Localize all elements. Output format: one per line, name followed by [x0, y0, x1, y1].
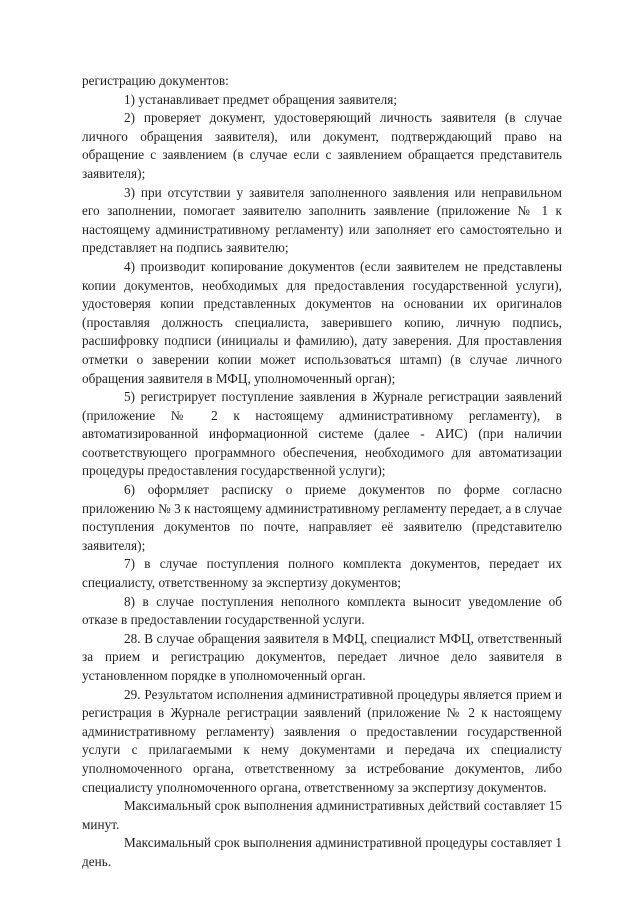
- paragraph-item-4: 4) производит копирование документов (если заявителем не представлены копии документов, необходимых для предоставления государственной услуги), удостоверяя копии представленных документов на основании их оригиналов (проставляя должность специалиста, заверившего копию, личную подпись, расшифровку подписи (инициалы и фамилию), дату заверения. Для проставления отметки о заверении копии может использоваться штамп) (в случае личного обращения заявителя в МФЦ, уполномоченный орган);: [82, 258, 562, 386]
- document-body: [82, 72, 562, 872]
- paragraph-item-8: 8) в случае поступления неполного комплекта выносит уведомление об отказе в предоставлении государственной услуги.: [82, 593, 562, 628]
- paragraph-clause-29: 29. Результатом исполнения административной процедуры является прием и регистрация в Журнале регистрации заявлений (приложение № 2 к настоящему административному регламенту) заявления о предоставлении государственной услуги с прилагаемыми к нему документами и передача их специалисту уполномоченного органа, ответственному за истребование документов, либо специалисту уполномоченного органа, ответственному за экспертизу документов.: [82, 686, 562, 795]
- paragraph-max-time-actions: Максимальный срок выполнения административных действий составляет 15 минут.: [82, 798, 562, 832]
- paragraph-item-3: 3) при отсутствии у заявителя заполненного заявления или неправильном его заполнении, помогает заявителю заполнить заявление (приложение № 1 к настоящему административному регламенту) или заполняет его самостоятельно и представляет на подпись заявителю;: [82, 184, 562, 256]
- paragraph-item-5: 5) регистрирует поступление заявления в Журнале регистрации заявлений (приложение № 2 к настоящему административному регламенту), в автоматизированной информационной системе (далее - АИС) (при наличии соответствующего программного обеспечения, необходимого для автоматизации процедуры предоставления государственной услуги);: [82, 389, 562, 479]
- paragraph-item-2: 2) проверяет документ, удостоверяющий личность заявителя (в случае личного обращения заявителя), или документ, подтверждающий право на обращение с заявлением (в случае если с заявлением обращается представитель заявителя);: [82, 110, 562, 181]
- paragraph-item-7: 7) в случае поступления полного комплекта документов, передает их специалисту, ответственному за экспертизу документов;: [82, 556, 562, 591]
- paragraph-max-time-procedure: Максимальный срок выполнения административной процедуры составляет 1 день.: [82, 835, 563, 869]
- paragraph-clause-28: 28. В случае обращения заявителя в МФЦ, специалист МФЦ, ответственный за прием и регистрацию документов, передает личное дело заявителя в установленном порядке в уполномоченный орган.: [82, 630, 562, 683]
- paragraph-continuation: регистрацию документов:: [82, 73, 229, 88]
- paragraph-item-1: 1) устанавливает предмет обращения заявителя;: [124, 91, 398, 107]
- paragraph-item-6: 6) оформляет расписку о приеме документов по форме согласно приложению № 3 к настоящему административному регламенту передает, а в случае поступления документов по почте, направляет её заявителю (представителю заявителя);: [82, 482, 562, 553]
